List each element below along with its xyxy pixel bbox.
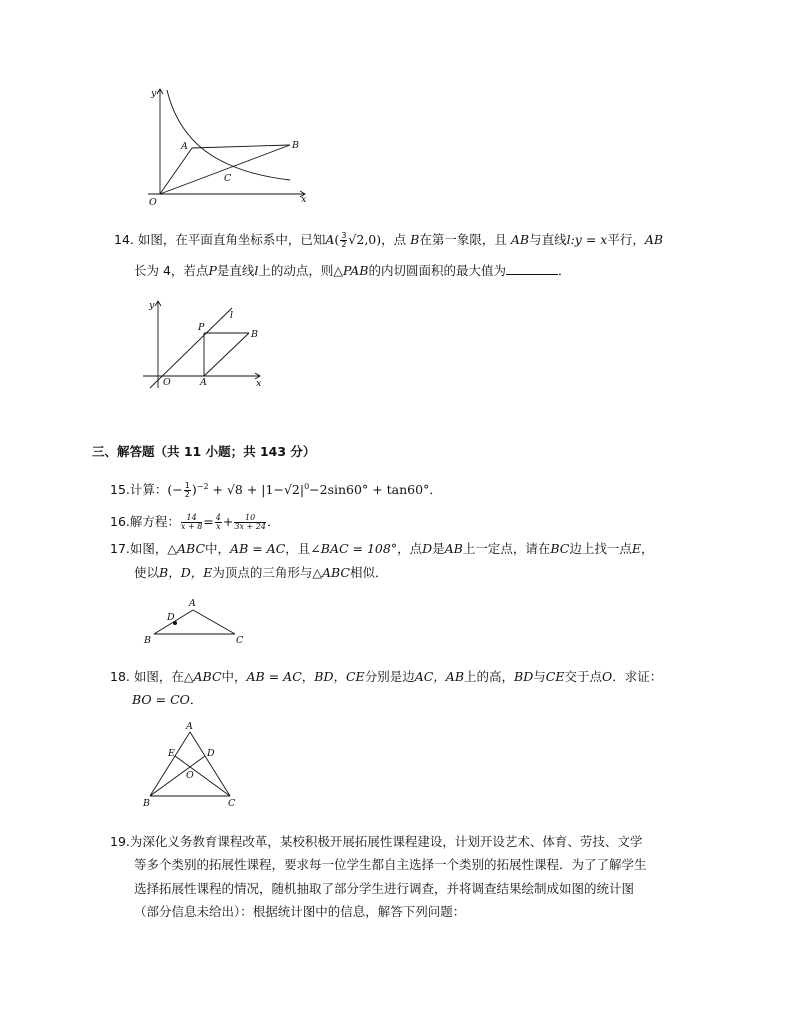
label-o: O xyxy=(186,770,194,781)
label-l: l xyxy=(230,310,234,321)
q19-line4: （部分信息未给出）：根据统计图中的信息，解答下列问题： xyxy=(134,904,466,919)
q17-figure xyxy=(140,594,250,650)
q18-figure xyxy=(140,720,250,812)
q17-line1: 17.如图，△ABC中，AB = AC，且∠BAC = 108°，点D是AB上一定点，请在BC边上找一点E， xyxy=(110,541,654,556)
label-o: O xyxy=(149,197,157,208)
side-ac xyxy=(193,610,235,634)
label-p: P xyxy=(198,322,205,333)
altitude-ce xyxy=(175,756,230,796)
label-b: B xyxy=(292,140,299,151)
label-b: B xyxy=(251,329,258,340)
label-c: C xyxy=(228,798,236,809)
q18-line2: BO = CO． xyxy=(132,692,203,707)
q19-line3: 选择拓展性课程的情况，随机抽取了部分学生进行调查，并将调查结果绘制成如图的统计图 xyxy=(134,881,635,896)
side-ab xyxy=(150,732,190,796)
q19-line1: 19.为深化义务教育课程改革，某校积极开展拓展性课程建设，计划开设艺术、体育、劳技、文学 xyxy=(110,834,643,849)
altitude-bd xyxy=(150,756,205,796)
hyperbola-curve xyxy=(167,90,290,180)
label-x: x xyxy=(256,378,262,389)
label-x: x xyxy=(301,194,307,205)
segment-oa xyxy=(160,148,192,194)
segment-oc xyxy=(160,145,290,194)
label-a: A xyxy=(200,377,207,388)
q15-line: 15.计算：(− $\frac{1}{2}$ )$^{-2} + √8 + |1-√2|^0-2\sin 60^\circ + \tan 60^\circ$． xyxy=(110,481,442,500)
label-a: A xyxy=(181,141,188,152)
section-title: 三、解答题（共 11 小题；共 143 分） xyxy=(92,444,316,459)
q13-figure xyxy=(140,84,320,209)
q14-line1: 14. 如图，在平面直角坐标系中，已知A( $\frac{3}{2}$ √2,0)，点 B在第一象限，且 AB与直线l:y = x平行，AB xyxy=(114,231,664,249)
label-o: O xyxy=(163,377,171,388)
q19-line2: 等多个类别的拓展性课程，要求每一位学生都自主选择一个类别的拓展性课程．为了了解学生 xyxy=(134,857,647,872)
label-a: A xyxy=(186,721,193,732)
label-c: C xyxy=(224,173,232,184)
q14-line2: 长为 4，若点P是直线l上的动点，则△PAB的内切圆面积的最大值为 ． xyxy=(134,263,571,278)
side-ac xyxy=(190,732,230,796)
q17-line2: 使以B，D，E为顶点的三角形与△ABC相似． xyxy=(134,565,388,580)
label-y: y xyxy=(151,88,157,99)
label-d: D xyxy=(167,612,175,623)
q16-line: 16.解方程： $\frac{14}{x + 8}$ = $\frac{4}{x}$ + $\frac{10}{3x + 24}$ ． xyxy=(110,513,280,531)
label-e: E xyxy=(168,748,175,759)
segment-ab xyxy=(192,145,290,148)
label-b: B xyxy=(143,798,150,809)
q18-line1: 18. 如图，在△ABC中，AB = AC，BD，CE分别是边AC，AB上的高，BD与CE交于点O．求证： xyxy=(110,669,663,684)
label-d: D xyxy=(207,748,215,759)
label-y: y xyxy=(149,300,155,311)
answer-blank[interactable] xyxy=(506,263,558,275)
segment-ab xyxy=(204,333,249,376)
q14-figure xyxy=(138,296,268,391)
label-a: A xyxy=(189,598,196,609)
label-b: B xyxy=(144,635,151,646)
label-c: C xyxy=(236,635,244,646)
